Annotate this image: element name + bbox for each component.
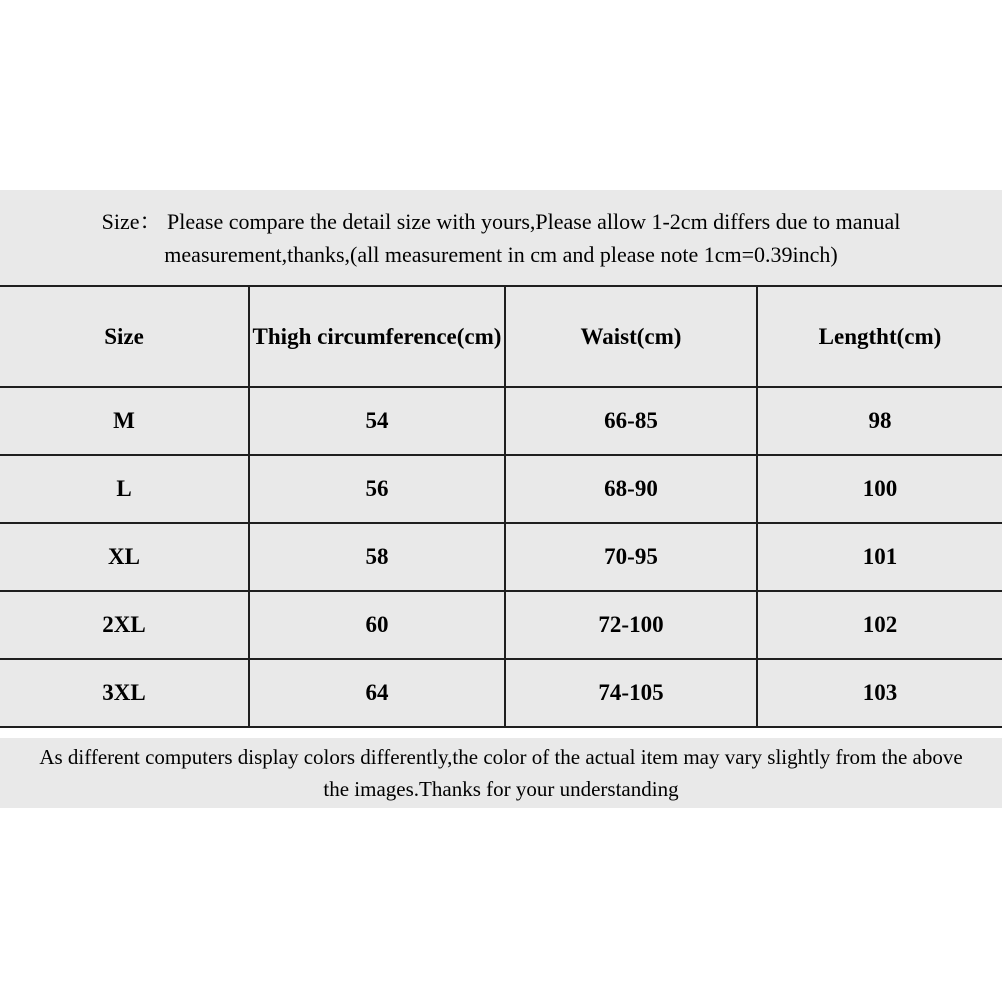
thigh-cell: 64 (249, 659, 505, 727)
column-header-length: Lengtht(cm) (757, 286, 1002, 387)
size-row-l (0, 455, 1002, 523)
column-header-thigh: Thigh circumference(cm) (249, 286, 505, 387)
thigh-cell: 54 (249, 387, 505, 455)
thigh-cell: 56 (249, 455, 505, 523)
length-cell: 98 (757, 387, 1002, 455)
size-cell: 2XL (0, 591, 249, 659)
size-notice-line2: measurement,thanks,(all measurement in cm and please note 1cm=0.39inch) (164, 241, 838, 267)
size-notice-line1: Size： Please compare the detail size with yours,Please allow 1-2cm differs due to manual (101, 208, 901, 234)
size-table-header-row (0, 286, 1002, 387)
waist-cell: 72-100 (505, 591, 757, 659)
color-disclaimer-line2: the images.Thanks for your understanding (323, 777, 679, 801)
size-table (0, 285, 1002, 728)
column-header-waist: Waist(cm) (505, 286, 757, 387)
waist-cell: 66-85 (505, 387, 757, 455)
color-disclaimer-line1: As different computers display colors differently,the color of the actual item may vary slightly from the above (39, 745, 963, 769)
thigh-cell: 60 (249, 591, 505, 659)
size-row-m (0, 387, 1002, 455)
column-header-size: Size (0, 286, 249, 387)
waist-cell: 70-95 (505, 523, 757, 591)
color-disclaimer-notice (0, 738, 1002, 808)
size-cell: XL (0, 523, 249, 591)
size-row-2xl (0, 591, 1002, 659)
length-cell: 100 (757, 455, 1002, 523)
length-cell: 102 (757, 591, 1002, 659)
size-row-3xl (0, 659, 1002, 727)
size-row-xl (0, 523, 1002, 591)
length-cell: 103 (757, 659, 1002, 727)
length-cell: 101 (757, 523, 1002, 591)
size-cell: L (0, 455, 249, 523)
size-measurement-notice (0, 190, 1002, 285)
thigh-cell: 58 (249, 523, 505, 591)
size-cell: 3XL (0, 659, 249, 727)
waist-cell: 74-105 (505, 659, 757, 727)
waist-cell: 68-90 (505, 455, 757, 523)
size-cell: M (0, 387, 249, 455)
